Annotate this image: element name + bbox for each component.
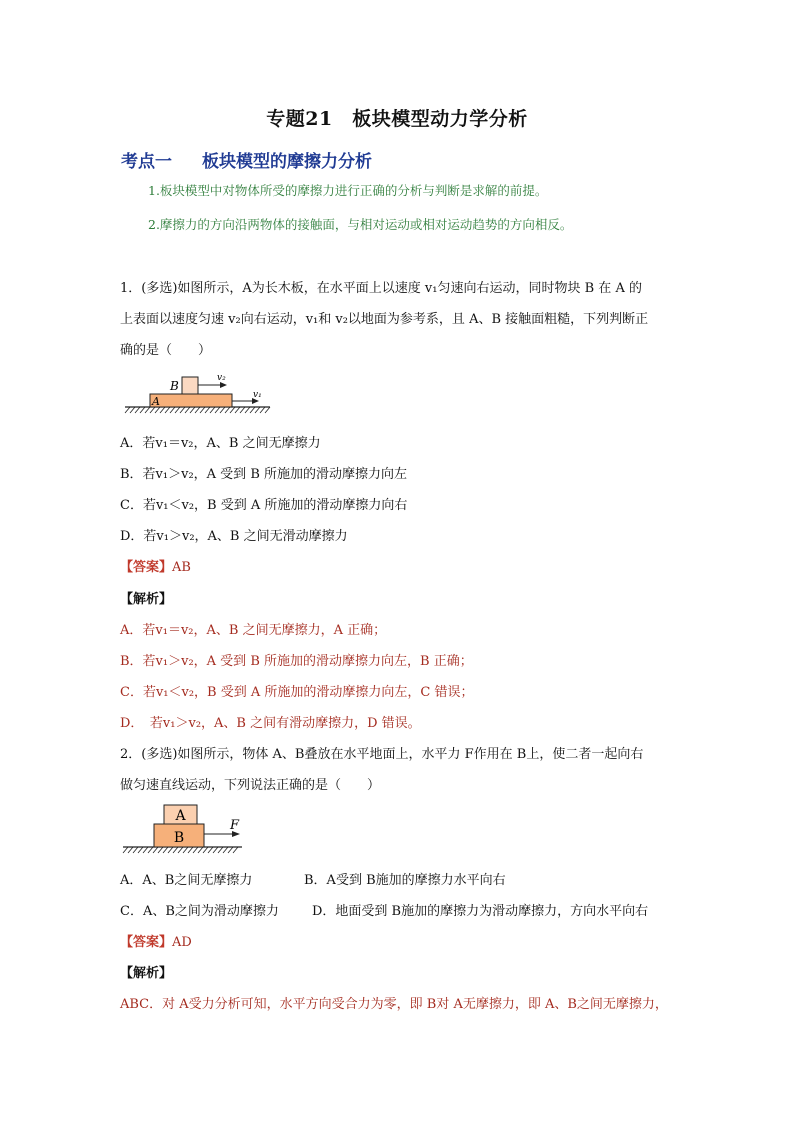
hatch-mark xyxy=(133,847,138,853)
hatch-mark xyxy=(223,847,228,853)
hatch-mark xyxy=(158,847,163,853)
hatch-mark xyxy=(125,407,130,413)
hatch-mark xyxy=(210,407,215,413)
ground-hatching xyxy=(123,847,242,853)
hatch-mark xyxy=(165,407,170,413)
q1-figure xyxy=(120,368,280,416)
hatch-mark xyxy=(200,407,205,413)
hatch-mark xyxy=(170,407,175,413)
section-name: 板块模型的摩擦力分析 xyxy=(202,152,372,172)
hatch-mark xyxy=(148,847,153,853)
q1-analysis-d: D． 若v₁＞v₂，A、B 之间有滑动摩擦力，D 错误。 xyxy=(120,716,421,731)
hatch-mark xyxy=(135,407,140,413)
hatch-mark xyxy=(240,407,245,413)
answer-value: AB xyxy=(172,560,191,575)
q2-stem-line-2: 做匀速直线运动，下列说法正确的是（ ） xyxy=(120,778,381,793)
hatch-mark xyxy=(213,847,218,853)
hatch-mark xyxy=(215,407,220,413)
label-v2: v₂ xyxy=(217,373,226,383)
hatch-mark xyxy=(255,407,260,413)
hatch-mark xyxy=(160,407,165,413)
analysis-tag: 【解析】 xyxy=(120,966,173,981)
label-b: B xyxy=(173,830,185,846)
hatch-mark xyxy=(178,847,183,853)
ground-hatching xyxy=(125,407,270,413)
hatch-mark xyxy=(198,847,203,853)
q1-option-b: B．若v₁＞v₂，A 受到 B 所施加的滑动摩擦力向左 xyxy=(120,467,408,482)
hatch-mark xyxy=(140,407,145,413)
key-point-1: 1.板块模型中对物体所受的摩擦力进行正确的分析与判断是求解的前提。 xyxy=(148,183,548,198)
block-b xyxy=(182,377,198,394)
hatch-mark xyxy=(138,847,143,853)
section-label: 考点一 xyxy=(121,152,172,172)
hatch-mark xyxy=(130,407,135,413)
q2-analysis-tag xyxy=(120,962,172,981)
hatch-mark xyxy=(235,407,240,413)
hatch-mark xyxy=(175,407,180,413)
hatch-mark xyxy=(220,407,225,413)
hatch-mark xyxy=(208,847,213,853)
q2-options-row-1 xyxy=(120,869,506,888)
hatch-mark xyxy=(163,847,168,853)
key-point-2: 2.摩擦力的方向沿两物体的接触面，与相对运动或相对运动趋势的方向相反。 xyxy=(148,217,573,232)
section-heading xyxy=(121,147,372,172)
hatch-mark xyxy=(173,847,178,853)
q1-option-a: A．若v₁＝v₂，A、B 之间无摩擦力 xyxy=(120,436,321,451)
hatch-mark xyxy=(260,407,265,413)
hatch-mark xyxy=(230,407,235,413)
hatch-mark xyxy=(128,847,133,853)
hatch-mark xyxy=(225,407,230,413)
hatch-mark xyxy=(180,407,185,413)
hatch-mark xyxy=(153,847,158,853)
hatch-mark xyxy=(145,407,150,413)
label-v1: v₁ xyxy=(253,390,262,400)
q2-option-c: C．A、B之间为滑动摩擦力 xyxy=(120,904,279,919)
label-f: F xyxy=(230,818,240,833)
q2-analysis-1: ABC．对 A受力分析可知，水平方向受合力为零，即 B对 A无摩擦力，即 A、B之间无摩擦力， xyxy=(120,997,668,1012)
hatch-mark xyxy=(245,407,250,413)
label-b: B xyxy=(170,379,179,393)
answer-tag: 【答案】 xyxy=(120,560,173,575)
q2-stem-line-1: 2．(多选)如图所示，物体 A、B叠放在水平地面上，水平力 F作用在 B上，使二者一起向右 xyxy=(120,747,644,762)
hatch-mark xyxy=(250,407,255,413)
q2-option-b: B．A受到 B施加的摩擦力水平向右 xyxy=(304,873,506,888)
q2-figure xyxy=(120,802,250,858)
hatch-mark xyxy=(168,847,173,853)
hatch-mark xyxy=(183,847,188,853)
q1-analysis-c: C．若v₁＜v₂，B 受到 A 所施加的滑动摩擦力向左，C 错误； xyxy=(120,685,474,700)
analysis-tag: 【解析】 xyxy=(120,592,173,607)
hatch-mark xyxy=(218,847,223,853)
answer-value: AD xyxy=(172,935,192,950)
q1-analysis-a: A．若v₁＝v₂，A、B 之间无摩擦力，A 正确； xyxy=(120,623,387,638)
hatch-mark xyxy=(228,847,233,853)
answer-tag: 【答案】 xyxy=(120,935,173,950)
q1-stem-line-2: 上表面以速度匀速 v₂向右运动，v₁和 v₂以地面为参考系，且 A、B 接触面粗糙，下列判断正 xyxy=(120,312,649,327)
q1-option-c: C．若v₁＜v₂，B 受到 A 所施加的滑动摩擦力向右 xyxy=(120,498,408,513)
hatch-mark xyxy=(265,407,270,413)
q2-option-d: D．地面受到 B施加的摩擦力为滑动摩擦力，方向水平向右 xyxy=(312,904,649,919)
hatch-mark xyxy=(205,407,210,413)
q1-stem-line-1: 1．(多选)如图所示，A为长木板，在水平面上以速度 v₁匀速向右运动，同时物块 B 在 A 的 xyxy=(120,281,642,296)
page-title: 专题21 板块模型动力学分析 xyxy=(266,108,528,130)
hatch-mark xyxy=(143,847,148,853)
hatch-mark xyxy=(190,407,195,413)
hatch-mark xyxy=(203,847,208,853)
hatch-mark xyxy=(185,407,190,413)
q1-analysis-tag xyxy=(120,588,172,607)
hatch-mark xyxy=(193,847,198,853)
hatch-mark xyxy=(123,847,128,853)
q1-answer xyxy=(120,556,191,575)
label-a: A xyxy=(152,395,160,408)
hatch-mark xyxy=(233,847,238,853)
hatch-mark xyxy=(188,847,193,853)
hatch-mark xyxy=(195,407,200,413)
q2-answer xyxy=(120,931,192,950)
q1-analysis-b: B．若v₁＞v₂，A 受到 B 所施加的滑动摩擦力向左，B 正确； xyxy=(120,654,473,669)
q1-option-d: D．若v₁＞v₂，A、B 之间无滑动摩擦力 xyxy=(120,529,348,544)
label-a: A xyxy=(175,808,186,824)
q2-options-row-2 xyxy=(120,900,648,919)
q2-option-a: A．A、B之间无摩擦力 xyxy=(120,873,253,888)
q1-stem-line-3: 确的是（ ） xyxy=(120,343,212,358)
board-a xyxy=(150,394,232,407)
